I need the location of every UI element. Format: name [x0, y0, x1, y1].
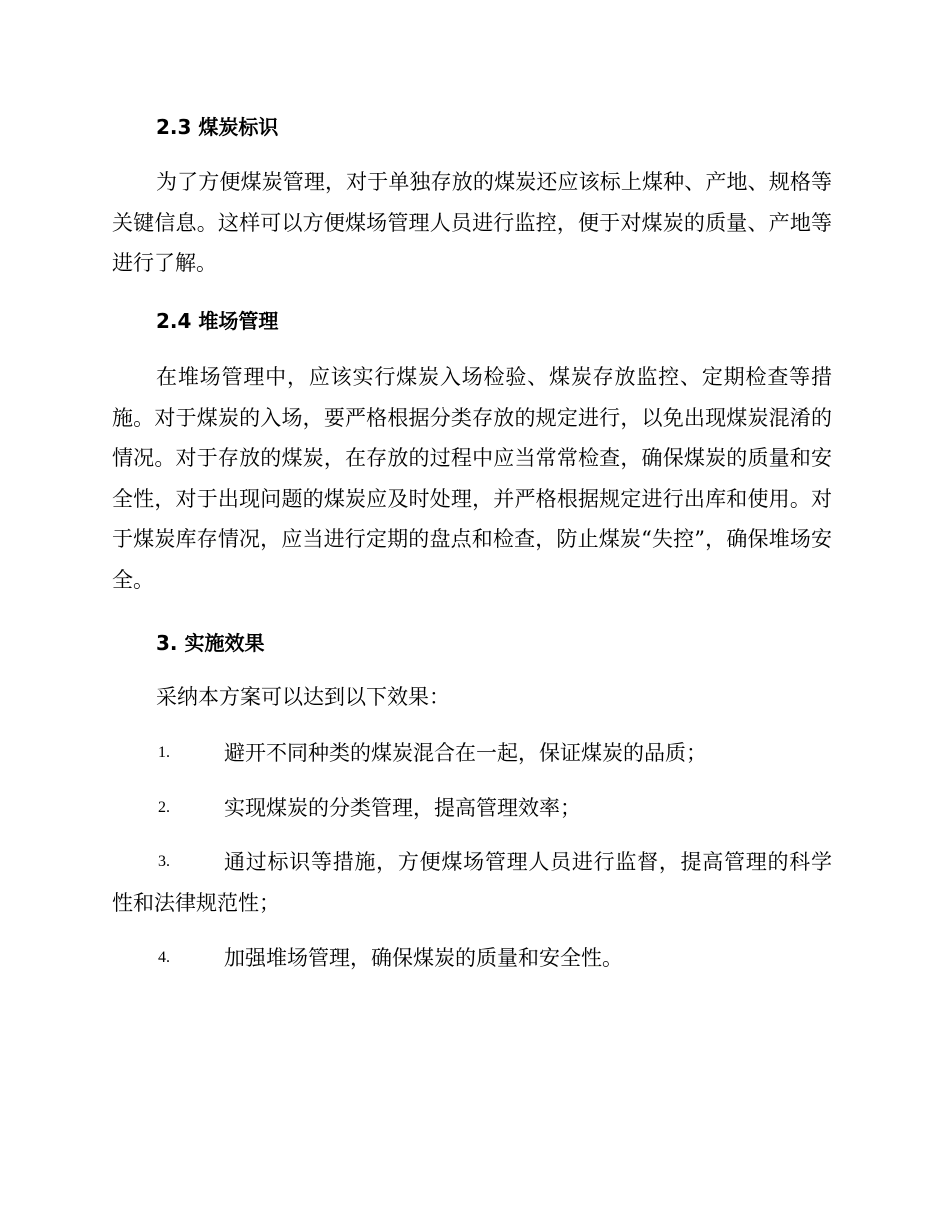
- list-item-text: 通过标识等措施，方便煤场管理人员进行监督，提高管理的科学性和法律规范性；: [112, 850, 832, 915]
- list-item: [112, 938, 832, 979]
- section-heading-2-4: 2.4 堆场管理: [156, 309, 279, 333]
- list-item-number: 1.: [158, 744, 170, 761]
- list-item-text: 加强堆场管理，确保煤炭的质量和安全性。: [224, 946, 623, 970]
- list-item-text: 实现煤炭的分类管理，提高管理效率；: [224, 796, 581, 820]
- section-paragraph-2-3: 为了方便煤炭管理，对于单独存放的煤炭还应该标上煤种、产地、规格等关键信息。这样可以方便煤场管理人员进行监控，便于对煤炭的质量、产地等进行了解。: [112, 170, 832, 275]
- list-item-number: 4.: [158, 949, 170, 966]
- section-intro-3: 采纳本方案可以达到以下效果：: [156, 685, 450, 709]
- list-item-text: 避开不同种类的煤炭混合在一起，保证煤炭的品质；: [224, 741, 707, 765]
- list-item-number: 2.: [158, 799, 170, 816]
- section-heading-3: 3. 实施效果: [156, 631, 265, 655]
- section-paragraph-2-4: 在堆场管理中，应该实行煤炭入场检验、煤炭存放监控、定期检查等措施。对于煤炭的入场，要严格根据分类存放的规定进行，以免出现煤炭混淆的情况。对于存放的煤炭，在存放的过程中应当常常检查，确保煤炭的质量和安全性，对于出现问题的煤炭应及时处理，并严格根据规定进行出库和使用。对于煤炭库存情况，应当进行定期的盘点和检查，防止煤炭“失控”，确保堆场安全。: [112, 365, 832, 592]
- list-item: [112, 788, 832, 829]
- list-item-number: 3.: [158, 853, 170, 870]
- list-item: [112, 733, 832, 774]
- section-heading-2-3: 2.3 煤炭标识: [156, 115, 279, 139]
- list-item: [112, 842, 832, 923]
